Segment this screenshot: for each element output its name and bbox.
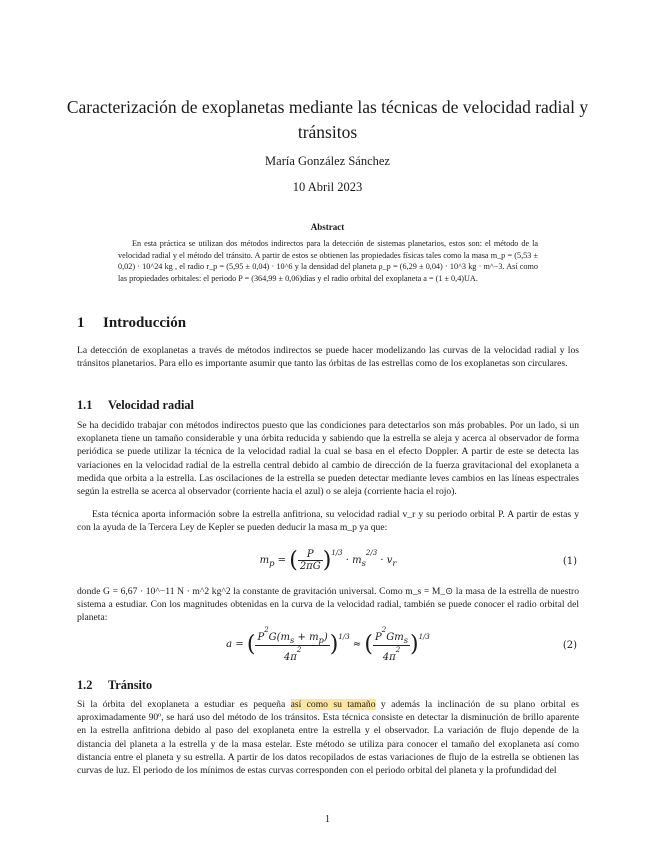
subsection-velocidad-radial-heading: [77, 398, 194, 413]
section-title: Introducción: [103, 315, 187, 331]
subsection-title: Velocidad radial: [108, 398, 194, 412]
paper-date: 10 Abril 2023: [292, 180, 363, 194]
equation-2: [77, 626, 579, 662]
equation-1-body: $m_p$ = ( $\frac{P}{2\pi G}$ )$^{1/3} \cdot m_s^{2/3} \cdot v_r$: [259, 548, 397, 573]
highlighted-text[interactable]: así como su tamaño: [290, 699, 376, 710]
transito-text-rest: y además la inclinación de su plano orbital es aproximadamente 90º, se hará uso del método de los tránsitos. Esta técnica consiste en detectar la disminución de brillo aparente en la estrella anfitriona debido al paso del exoplaneta entre la estrella y el observador. La variación de flujo depende de la distancia del planeta a la estrella y de la masa estelar. Este método se utiliza para conocer el tamaño del exoplaneta así como distancia entre el planeta y su estrella. A partir de los datos recopilados de estas variaciones de flujo de la estrella se obtienen las curvas de luz. El periodo de los mínimos de estas curvas corresponden con el periodo orbital del planeta y la profundidad del: [77, 699, 579, 777]
subsection-transito-heading: [77, 678, 152, 693]
velocidad-paragraph-2: Esta técnica aporta información sobre la estrella anfitriona, su velocidad radial v_r y su periodo orbital P. A partir de estas y con la ayuda de la Tercera Ley de Kepler se pueden deducir la masa m_p ya que:: [77, 509, 579, 534]
abstract-heading: Abstract: [310, 222, 345, 232]
equation-2-body: a = ( $\frac{P^2G(m_s + m_p)}{4\pi^2}$ )$^{1/3}$ ≈ ( $\frac{P^2Gm_s}{4\pi^2}$ )$^{1/3}$: [226, 626, 430, 663]
intro-paragraph: La detección de exoplanetas a través de métodos indirectos se puede hacer modelizando las curvas de la velocidad radial y los tránsitos planetarios. Para ello es importante asumir que tanto las órbitas de las estrellas como de los exoplanetas son circulares.: [77, 345, 579, 370]
section-introduccion-heading: [77, 315, 186, 332]
page-number: 1: [325, 814, 330, 825]
section-number: 1: [77, 315, 85, 331]
equation-1-number: (1): [562, 556, 577, 567]
subsection-title: Tránsito: [108, 678, 153, 692]
subsection-number: 1.2: [77, 678, 93, 692]
subsection-number: 1.1: [77, 398, 93, 412]
paper-author: María González Sánchez: [265, 154, 390, 168]
transito-text-start: Si la órbita del exoplaneta a estudiar es pequeña: [77, 699, 291, 710]
velocidad-paragraph-3: donde G = 6,67 · 10^−11 N · m^2 kg^2 la constante de gravitación universal. Como m_s = M_⊙ la masa de la estrella de nuestro sistema a estudiar. Con los magnitudes obtenidas en la curva de la velocidad radial, también se puede conocer el radio orbital del planeta:: [77, 586, 579, 624]
abstract-text: En esta práctica se utilizan dos métodos indirectos para la detección de sistemas planetarios, estos son: el método de la velocidad radial y el método del tránsito. A partir de estos se obtienen las propiedades físicas tales como la masa m_p = (5,53 ± 0,02) · 10^24 kg , el radio r_p = (5,95 ± 0,04) · 10^6 y la densidad del planeta ρ_p = (6,29 ± 0,04) · 10^3 kg · m^−3. Así como las propiedades orbitales: el periodo P = (364,99 ± 0,06)días y el radio orbital del exoplaneta a = (1 ± 0,4)UA.: [118, 239, 538, 283]
equation-1: [77, 548, 579, 578]
transito-paragraph: [77, 698, 579, 777]
equation-2-number: (2): [562, 640, 577, 651]
velocidad-paragraph-1: Se ha decidido trabajar con métodos indirectos puesto que las condiciones para detectarlos son más probables. Por un lado, si un exoplaneta tiene un tamaño considerable y una órbita reducida y sabiendo que la estrella se aleja y acerca al observador de forma periódica se puede utilizar la técnica de la velocidad radial la cual se basa en el efecto Doppler. A partir de este se detecta las variaciones en la velocidad radial de la estrella central debido al cambio de dirección de la fuerza gravitacional del exoplaneta a medida que orbita a la estrella. Las oscilaciones de la estrella se pueden detectar mediante leves cambios en las líneas espectrales según la estrella se acerca al observador (corriente hacia el azul) o se aleja (corriente hacia el rojo).: [77, 420, 579, 498]
paper-title: Caracterización de exoplanetas mediante las técnicas de velocidad radial y tránsitos: [66, 97, 589, 142]
